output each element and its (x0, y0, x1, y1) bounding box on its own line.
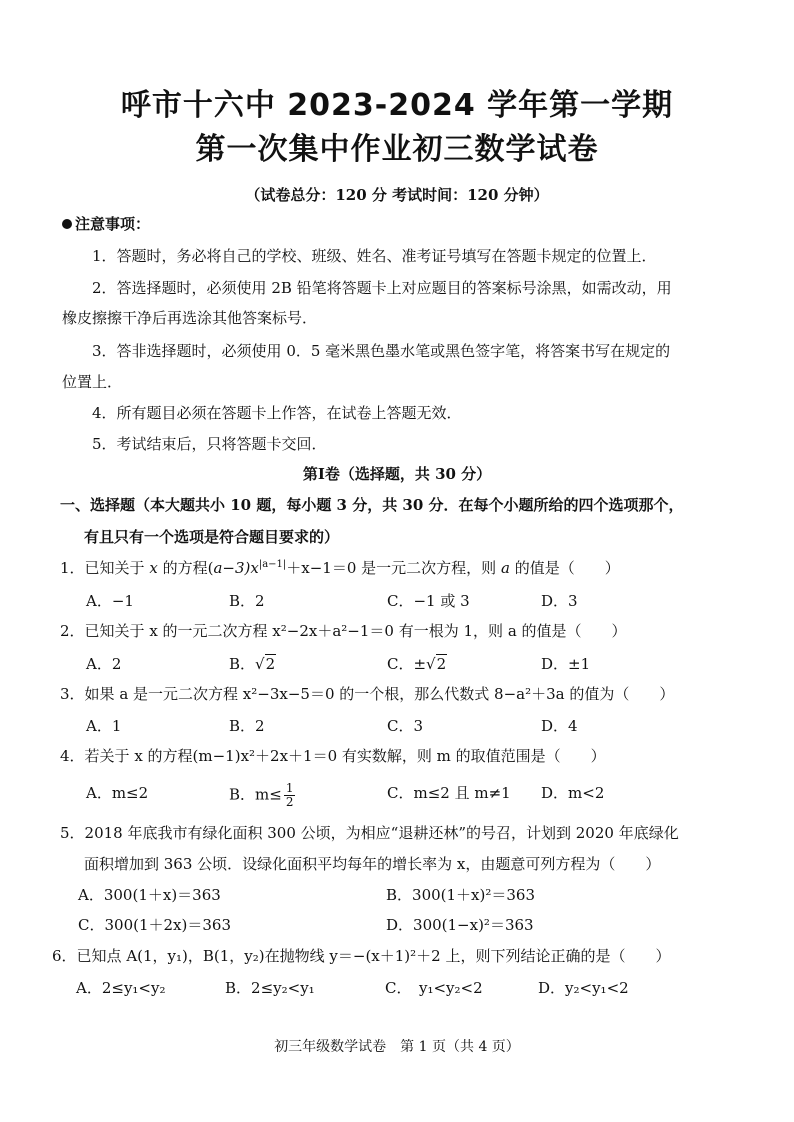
q2-option-a: A．2 (86, 655, 122, 673)
q6-option-a: A．2≤y₁<y₂ (76, 979, 166, 997)
question-6: 6．已知点 A(1，y₁)，B(1，y₂)在抛物线 y＝−(x＋1)²＋2 上，则下列结论正确的是（ ） (52, 947, 671, 965)
exam-subtitle: （试卷总分：120 分 考试时间：120 分钟） (245, 186, 549, 204)
q1-option-c: C．−1 或 3 (387, 592, 470, 610)
section-intro-line1: 一、选择题（本大题共小 10 题，每小题 3 分，共 30 分．在每个小题所给的四个选项那个， (60, 496, 684, 514)
q4-option-d: D．m<2 (541, 784, 605, 802)
q3-option-d: D．4 (541, 717, 578, 735)
sqrt-symbol: √2 (255, 655, 276, 673)
exam-title-line2: 第一次集中作业初三数学试卷 (195, 132, 599, 167)
q2-option-d: D．±1 (541, 655, 591, 673)
bullet-dot-icon (62, 219, 72, 229)
question-2: 2．已知关于 x 的一元二次方程 x²−2x＋a²−1＝0 有一根为 1，则 a 的值是（ ） (60, 622, 627, 640)
note-item-3-cont: 位置上． (62, 373, 123, 391)
note-item-3: 3．答非选择题时，必须使用 0．5 毫米黑色墨水笔或黑色签字笔，将答案书写在规定的 (92, 342, 671, 360)
note-item-2-cont: 橡皮擦擦干净后再选涂其他答案标号． (62, 309, 318, 327)
q5-option-a: A．300(1＋x)＝363 (78, 886, 221, 904)
q4-option-c: C．m≤2 且 m≠1 (387, 784, 511, 802)
section-title: 第Ⅰ卷（选择题，共 30 分） (302, 465, 492, 483)
q4-option-b: B．m≤ $\frac{1}{2}$ (229, 781, 294, 809)
q5-option-b: B．300(1＋x)²＝363 (386, 886, 536, 904)
q1-option-d: D．3 (541, 592, 578, 610)
exam-title-line1: 呼市十六中 2023-2024 学年第一学期 (120, 88, 674, 123)
note-item-4: 4．所有题目必须在答题卡上作答，在试卷上答题无效． (92, 404, 462, 422)
question-5-line2: 面积增加到 363 公顷．设绿化面积平均每年的增长率为 x，由题意可列方程为（ ） (84, 855, 661, 873)
q4-option-a: A．m≤2 (86, 784, 149, 802)
q5-option-d: D．300(1−x)²＝363 (386, 916, 534, 934)
q2-option-b: B．√2 (229, 655, 276, 673)
q3-option-c: C．3 (387, 717, 424, 735)
q3-option-a: A．1 (86, 717, 122, 735)
notes-heading: 注意事项： (62, 213, 150, 235)
q6-option-d: D．y₂<y₁<2 (538, 979, 629, 997)
fraction: $\frac{1}{2}$ (285, 781, 294, 809)
q5-option-c: C．300(1＋2x)＝363 (78, 916, 231, 934)
question-5-line1: 5．2018 年底我市有绿化面积 300 公顷，为相应“退耕还林”的号召，计划到 2020 年底绿化 (60, 824, 679, 842)
q1-option-a: A．−1 (86, 592, 134, 610)
q3-option-b: B．2 (229, 717, 265, 735)
note-item-1: 1．答题时，务必将自己的学校、班级、姓名、准考证号填写在答题卡规定的位置上． (92, 247, 657, 265)
q6-option-b: B．2≤y₂<y₁ (225, 979, 315, 997)
exponent: |a−1| (258, 559, 287, 570)
note-item-2: 2．答选择题时，必须使用 2B 铅笔将答题卡上对应题目的答案标号涂黑，如需改动，用 (92, 279, 672, 297)
note-item-5: 5．考试结束后，只将答题卡交回． (92, 435, 327, 453)
sqrt-symbol: √2 (426, 655, 447, 673)
question-3: 3．如果 a 是一元二次方程 x²−3x−5＝0 的一个根，那么代数式 8−a²＋3a 的值为（ ） (60, 685, 675, 703)
q6-option-c: C． y₁<y₂<2 (385, 979, 483, 997)
q2-option-c: C．±√2 (387, 655, 447, 673)
question-4: 4．若关于 x 的方程(m−1)x²＋2x＋1＝0 有实数解，则 m 的取值范围是（ ） (60, 747, 606, 765)
section-intro-line2: 有且只有一个选项是符合题目要求的） (84, 528, 340, 546)
page-footer: 初三年级数学试卷 第 1 页（共 4 页） (274, 1039, 520, 1055)
q1-option-b: B．2 (229, 592, 265, 610)
question-1: 1．已知关于 x 的方程$(a-3)x^{|a-1|}+x-1=0$ 是一元二次方程，则 a 的值是（ ） (60, 559, 620, 577)
